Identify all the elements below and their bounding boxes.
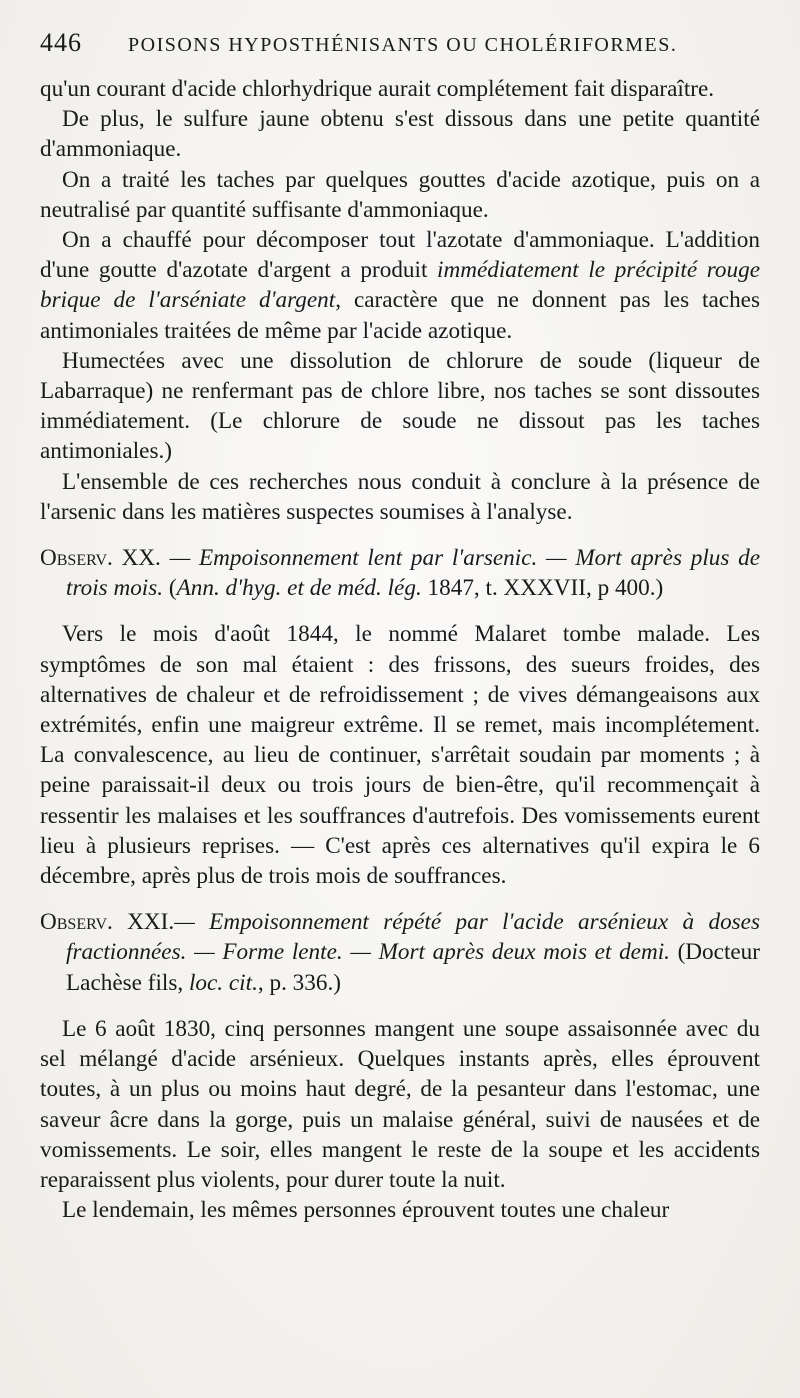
paragraph: Humectées avec une dissolution de chlorure de soude (liqueur de Labarraque) ne renfermant pas de chlore libre, nos taches se sont dissoutes immédiatement. (Le chlorure de soude ne dissout pas les taches antimoniales.)	[40, 347, 760, 465]
reference-detail: , p. 336.)	[257, 969, 341, 996]
observation-label: Observ. XXI.	[40, 909, 175, 936]
running-title: POISONS HYPOSTHÉNISANTS OU CHOLÉRIFORMES.	[128, 34, 678, 56]
paragraph: On a traité les taches par quelques gouttes d'acide azotique, puis on a neutralisé par quantité suffisante d'ammoniaque.	[40, 166, 760, 223]
paragraph: Vers le mois d'août 1844, le nommé Malaret tombe malade. Les symptômes de son mal étaient : des frissons, des sueurs froides, des alternatives de chaleur et de refroidissement ; de vives démangeaisons aux extrémités, enfin une maigreur extrême. Il se remet, mais incomplétement. La convalescence, au lieu de continuer, s'arrêtait soudain par moments ; à peine paraissait-il deux ou trois jours de bien-être, qu'il recommençait à ressentir les malaises et les souffrances d'autrefois. Des vomissements eurent lieu à plusieurs reprises. — C'est après ces alternatives qu'il expira le 6 décembre, après plus de trois mois de souffrances.	[40, 621, 760, 890]
emphasis-text: immédiatement le précipité rouge brique de l'arséniate d'argent	[40, 257, 760, 314]
observation-title: — Empoisonnement répété par l'acide arsénieux à doses fractionnées. — Forme lente. — Mort après deux mois et demi.	[66, 909, 761, 966]
paragraph: qu'un courant d'acide chlorhydrique aurait complétement fait disparaître.	[40, 76, 715, 102]
observation-heading-xxi	[40, 907, 760, 998]
observation-label: Observ. XX.	[40, 545, 161, 572]
reference-journal: Ann. d'hyg. et de méd. lég.	[176, 575, 422, 602]
text-run: , caractère que ne donnent pas les taches antimoniales traitées de même par l'acide azotique.	[40, 287, 760, 344]
page-header	[40, 28, 760, 74]
paragraph: De plus, le sulfure jaune obtenu s'est dissous dans une petite quantité d'ammoniaque.	[40, 106, 760, 163]
observation-heading-xx	[40, 543, 760, 603]
reference-open: (Docteur Lachèse fils,	[66, 939, 760, 996]
reference-loc-cit: loc. cit.	[188, 969, 258, 996]
paragraph	[40, 225, 760, 346]
page-number: 446	[40, 28, 82, 57]
paragraph: Le 6 août 1830, cinq personnes mangent une soupe assaisonnée avec du sel mélangé d'acide arsénieux. Quelques instants après, elles éprouvent toutes, à un plus ou moins haut degré, de la pesanteur dans l'estomac, une saveur âcre dans la gorge, puis un malaise général, suivi de nausées et de vomissements. Le soir, elles mangent le reste de la soupe et les accidents reparaissent plus violents, pour durer toute la nuit.	[40, 1015, 760, 1193]
observation-title: — Empoisonnement lent par l'arsenic. — Mort après plus de trois mois.	[66, 545, 760, 602]
paragraph: L'ensemble de ces recherches nous conduit à conclure à la présence de l'arsenic dans les matières suspectes soumises à l'analyse.	[40, 468, 760, 525]
paragraph: Le lendemain, les mêmes personnes éprouvent toutes une chaleur	[62, 1197, 670, 1224]
reference-detail: 1847, t. XXXVII, p 400.)	[421, 575, 664, 602]
body-text	[40, 74, 760, 1225]
reference-open: (	[163, 575, 177, 602]
text-run: On a chauffé pour décomposer tout l'azotate d'ammoniaque. L'addition d'une goutte d'azotate d'argent a produit	[40, 227, 760, 284]
